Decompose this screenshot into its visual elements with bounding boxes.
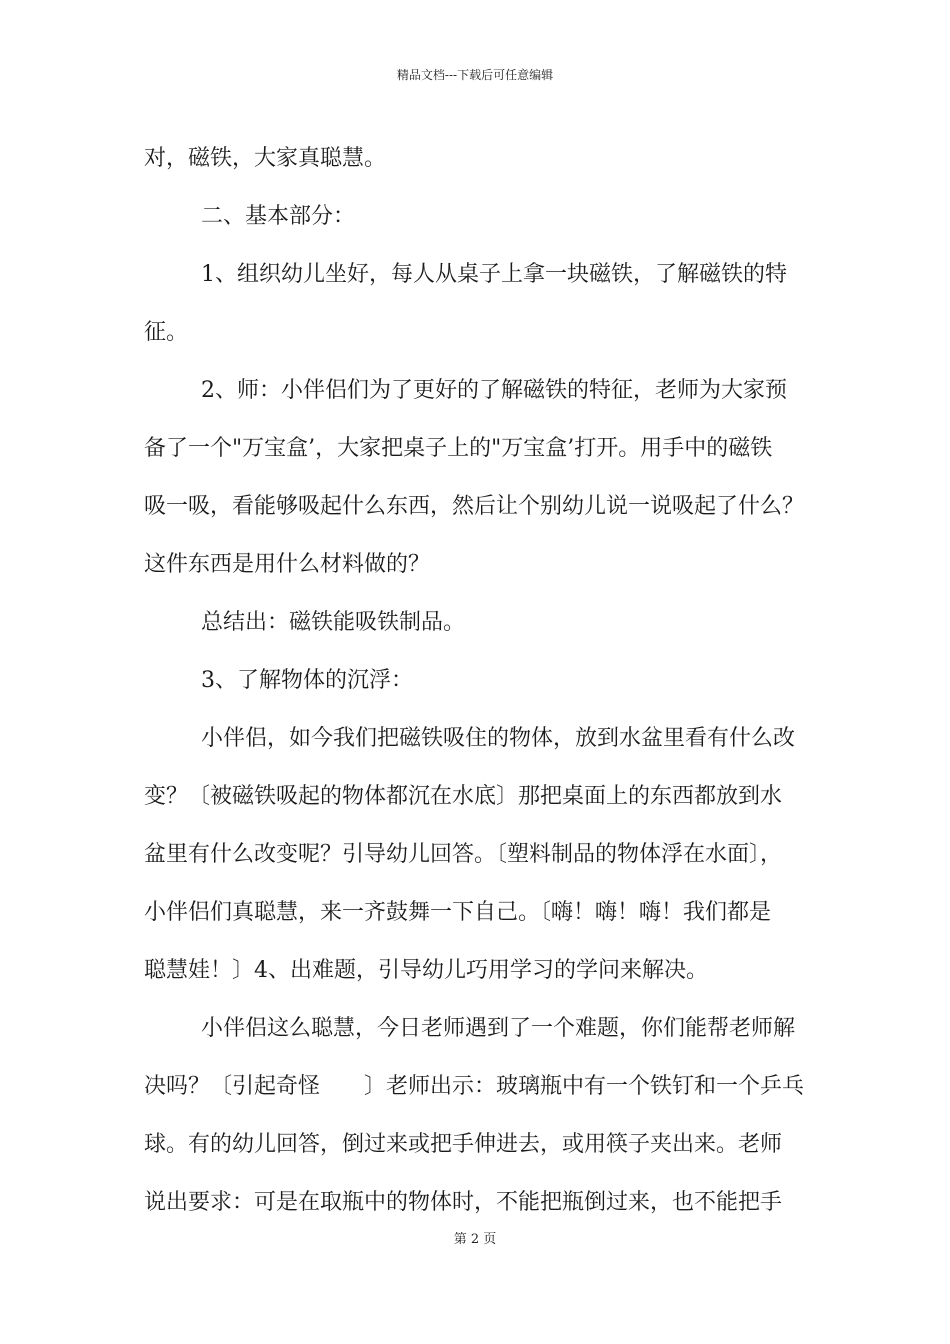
- text-line: 小伴侣这么聪慧，今日老师遇到了一个难题，你们能帮老师解: [201, 1016, 796, 1041]
- text-line: 二、基本部分：: [201, 204, 356, 229]
- text-line: 对，磁铁，大家真聪慧。: [144, 146, 387, 171]
- text-line: 说出要求：可是在取瓶中的物体时，不能把瓶倒过来，也不能把手: [144, 1190, 783, 1215]
- text-line: 3、了解物体的沉浮：: [201, 668, 413, 693]
- text-line: 备了一个"万宝盒’，大家把桌子上的"万宝盒’打开。用手中的磁铁: [144, 436, 773, 461]
- text-line: 征。: [144, 320, 189, 345]
- text-line: 1、组织幼儿坐好，每人从桌子上拿一块磁铁，了解磁铁的特: [201, 262, 787, 287]
- text-line: 总结出：磁铁能吸铁制品。: [201, 610, 466, 635]
- page-header: 精品文档---下载后可任意编辑: [396, 68, 554, 82]
- text-line: 这件东西是用什么材料做的？: [144, 552, 431, 577]
- page-number: 第 2 页: [453, 1232, 497, 1247]
- text-line: 变？〔被磁铁吸起的物体都沉在水底〕那把桌面上的东西都放到水: [144, 784, 783, 809]
- document-body: [144, 130, 834, 1232]
- text-line: 小伴侣，如今我们把磁铁吸住的物体，放到水盆里看有什么改: [201, 726, 796, 751]
- text-line: 2、师：小伴侣们为了更好的了解磁铁的特征，老师为大家预: [201, 378, 787, 403]
- text-line: 吸一吸，看能够吸起什么东西，然后让个别幼儿说一说吸起了什么？: [144, 494, 805, 519]
- text-line: 球。有的幼儿回答，倒过来或把手伸进去，或用筷子夹出来。老师: [144, 1132, 783, 1157]
- text-line: 小伴侣们真聪慧，来一齐鼓舞一下自己。〔嗨！嗨！嗨！我们都是: [144, 900, 772, 925]
- text-line: 聪慧娃！〕4、出难题，引导幼儿巧用学习的学问来解决。: [144, 958, 708, 983]
- text-line: 决吗？〔引起奇怪 〕老师出示：玻璃瓶中有一个铁钉和一个乒乓: [144, 1074, 805, 1099]
- text-line: 盆里有什么改变呢？引导幼儿回答。〔塑料制品的物体浮在水面〕，: [144, 842, 783, 867]
